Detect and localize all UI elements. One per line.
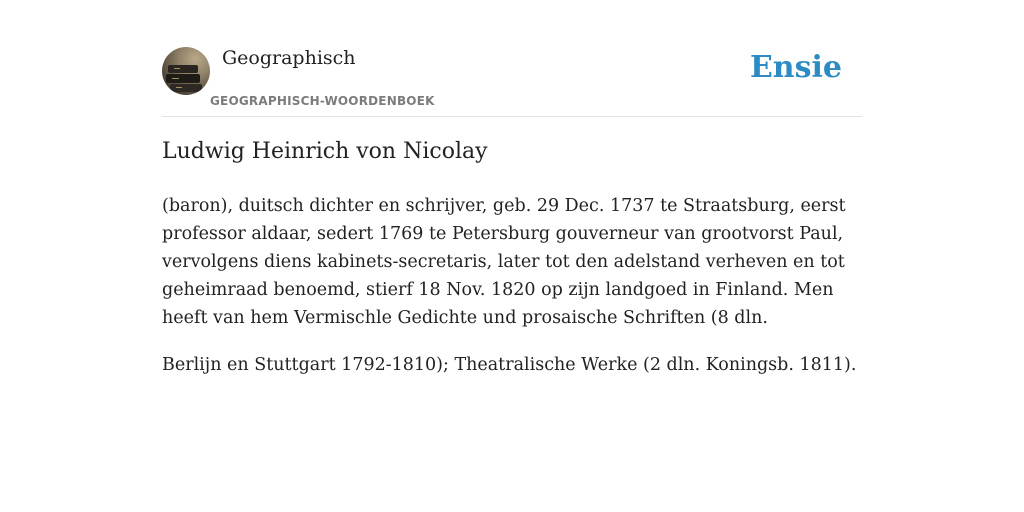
entry-paragraph: (baron), duitsch dichter en schrijver, geb. 29 Dec. 1737 te Straatsburg, eerst professor aldaar, sedert 1769 te Petersburg gouverneur van grootvorst Paul, vervolgens diens kabinets-secretaris, later tot den adelstand verheven en tot geheimraad benoemd, stierf 18 Nov. 1820 op zijn landgoed in Finland. Men heeft van hem Vermischle Gedichte und prosaische Schriften (8 dln. [162, 196, 846, 328]
book-spine-shape [168, 65, 198, 73]
entry-paragraph: Berlijn en Stuttgart 1792-1810); Theatralische Werke (2 dln. Koningsb. 1811). [162, 355, 857, 375]
book-spine-shape [170, 84, 202, 92]
page-header [162, 46, 862, 117]
entry-body [162, 192, 862, 398]
book-stripe [174, 68, 180, 69]
brand-logo-link[interactable]: Ensie [749, 50, 842, 85]
source-subtitle: GEOGRAPHISCH-WOORDENBOEK [210, 94, 435, 108]
source-title-link[interactable]: Geographisch [222, 47, 356, 69]
book-stripe [172, 78, 179, 79]
source-avatar-icon[interactable] [162, 47, 210, 95]
entry-title: Ludwig Heinrich von Nicolay [162, 139, 488, 164]
book-stripe [176, 87, 182, 88]
